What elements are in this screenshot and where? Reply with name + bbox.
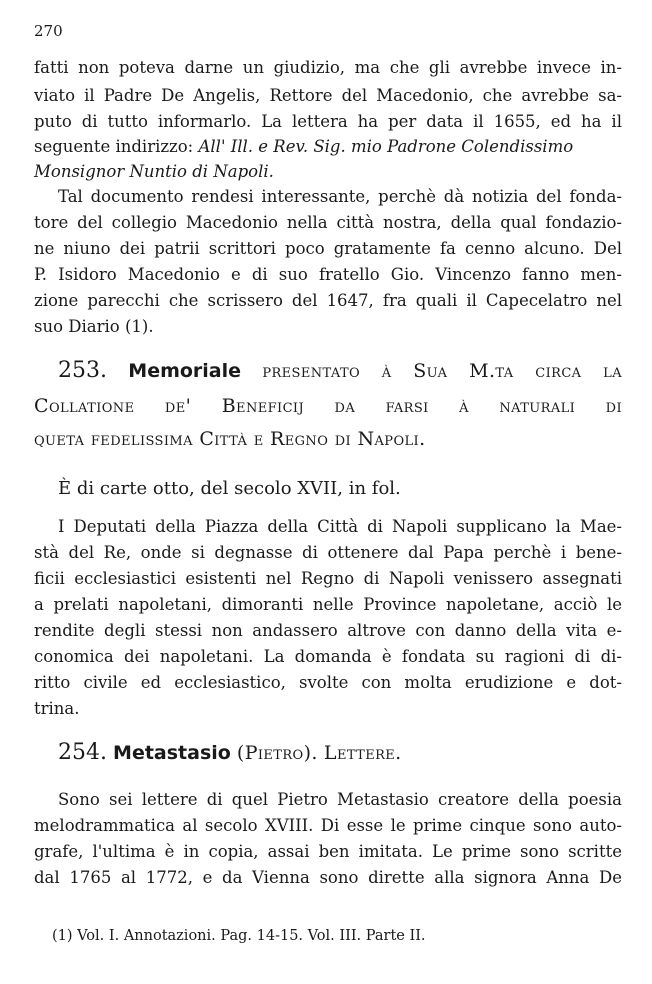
entry-254-heading (58, 740, 622, 766)
text-line: ritto civile ed ecclesiastico, svolte con molta erudizione e dot- (34, 673, 622, 692)
text-line: zione parecchi che scrissero del 1647, fra quali il Capecelatro nel (34, 291, 622, 310)
entry-title-rest: Lettere. (323, 742, 402, 764)
text-line: ficii ecclesiastici esistenti nel Regno di Napoli venissero assegnati (34, 569, 622, 588)
entry-number: 254. (58, 740, 107, 765)
text-line: P. Isidoro Macedonio e di suo fratello Gio. Vincenzo fanno men- (34, 265, 622, 284)
text-line: grafe, l'ultima è in copia, assai ben imitata. Le prime sono scritte (34, 842, 622, 861)
footnote: (1) Vol. I. Annotazioni. Pag. 14-15. Vol. III. Parte II. (52, 928, 426, 944)
entry-title-rest: presentato à Sua M.ta circa la (262, 360, 622, 382)
entry-title: Memoriale (128, 360, 242, 382)
entry-number: 253. (58, 358, 107, 383)
text-line: tore del collegio Macedonio nella città nostra, della qual fondazio- (34, 213, 622, 232)
address-italic: Monsignor Nuntio di Napoli. (34, 162, 274, 181)
address-italic: All' Ill. e Rev. Sig. mio Padrone Colendissimo (198, 137, 574, 156)
text-line: conomica dei napoletani. La domanda è fondata su ragioni di di- (34, 647, 622, 666)
text-line: Sono sei lettere di quel Pietro Metastasio creatore della poesia (58, 790, 622, 809)
text-line: a prelati napoletani, dimoranti nelle Province napoletane, acciò le (34, 595, 622, 614)
entry-author: (Pietro). (236, 742, 318, 764)
text-line: Tal documento rendesi interessante, perchè dà notizia del fonda- (58, 187, 622, 206)
text-line: melodrammatica al secolo XVIII. Di esse le prime cinque sono auto- (34, 816, 622, 835)
entry-title: Metastasio (113, 742, 231, 764)
text-line (34, 162, 622, 182)
text-line: fatti non poteva darne un giudizio, ma che gli avrebbe invece in- (34, 58, 622, 77)
text-line: viato il Padre De Angelis, Rettore del Macedonio, che avrebbe sa- (34, 86, 622, 105)
address-intro: seguente indirizzo: (34, 137, 199, 156)
text-line: puto di tutto informarlo. La lettera ha per data il 1655, ed ha il (34, 112, 622, 131)
text-line: stà del Re, onde si degnasse di ottenere dal Papa perchè i bene- (34, 543, 622, 562)
text-line: rendite degli stessi non andassero altrove con danno della vita e- (34, 621, 622, 640)
text-line (34, 137, 622, 157)
text-line: dal 1765 al 1772, e da Vienna sono dirette alla signora Anna De (34, 868, 622, 887)
page-number: 270 (34, 22, 63, 40)
text-line: ne niuno dei patrii scrittori poco gratamente fa cenno alcuno. Del (34, 239, 622, 258)
entry-253-subtitle: È di carte otto, del secolo XVII, in fol. (58, 478, 401, 499)
text-line: I Deputati della Piazza della Città di Napoli supplicano la Mae- (58, 517, 622, 536)
entry-253-heading-line: Collatione de' Beneficij da farsi à naturali di (34, 395, 622, 417)
text-line: suo Diario (1). (34, 317, 154, 336)
text-line: trina. (34, 699, 80, 718)
entry-253-heading-line: queta fedelissima Città e Regno di Napoli. (34, 428, 426, 450)
entry-253-heading (58, 358, 622, 384)
